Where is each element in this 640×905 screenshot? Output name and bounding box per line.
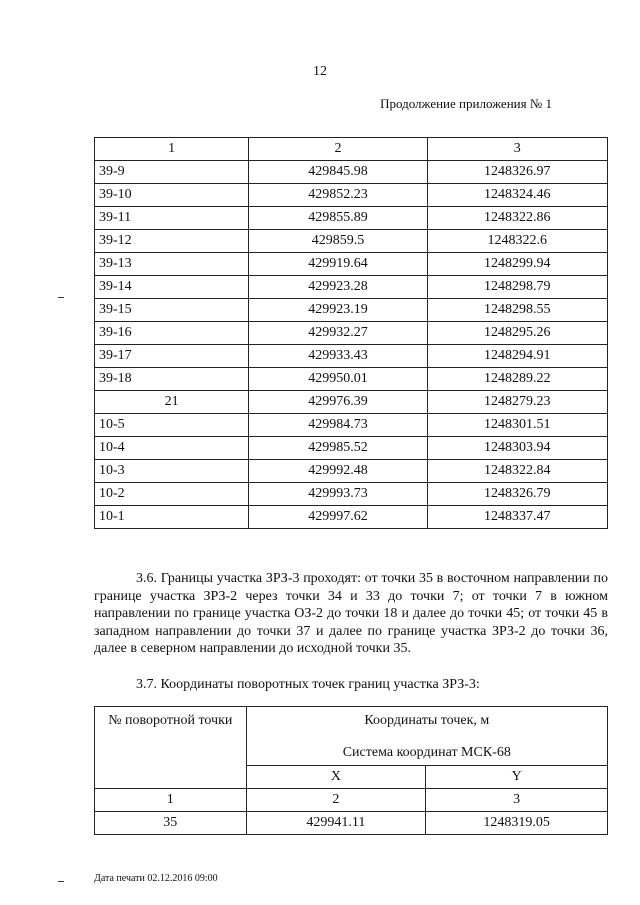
index-cell: 3 [426, 789, 608, 812]
point-cell: 39-12 [95, 230, 249, 253]
coordinate-system: Система координат МСК-68 [342, 745, 511, 760]
point-cell: 39-16 [95, 322, 249, 345]
page-number: 12 [313, 64, 327, 79]
x-cell: 429919.64 [249, 253, 427, 276]
zrz3-coordinates-table [94, 706, 608, 835]
table-row [95, 812, 608, 835]
x-cell: 429997.62 [249, 506, 427, 529]
x-header: X [246, 766, 426, 789]
x-cell: 429941.11 [246, 812, 426, 835]
table-row [95, 483, 608, 506]
point-cell: 10-2 [95, 483, 249, 506]
index-cell: 1 [95, 789, 247, 812]
y-cell: 1248298.79 [427, 276, 607, 299]
x-cell: 429933.43 [249, 345, 427, 368]
point-cell: 10-3 [95, 460, 249, 483]
table-row [95, 161, 608, 184]
y-cell: 1248299.94 [427, 253, 607, 276]
point-cell: 21 [95, 391, 249, 414]
x-cell: 429985.52 [249, 437, 427, 460]
point-cell: 39-13 [95, 253, 249, 276]
y-cell: 1248324.46 [427, 184, 607, 207]
table-row [95, 414, 608, 437]
y-cell: 1248298.55 [427, 299, 607, 322]
table-row [95, 437, 608, 460]
table-row [95, 391, 608, 414]
point-cell: 39-11 [95, 207, 249, 230]
y-cell: 1248303.94 [427, 437, 607, 460]
paragraph-3-6: 3.6. Границы участка ЗРЗ-3 проходят: от точки 35 в восточном направлении по границе участка ЗРЗ-2 через точки 34 и 33 до точки 7; от точки 7 в южном направлении по границе участка ОЗ-2 до точки 18 и далее до точки 45; от точки 45 в западном направлении до точки 37 и далее по границе участка ЗРЗ-2 до точки 36, далее в северном направлении до исходной точки 35. [94, 571, 608, 656]
x-cell: 429950.01 [249, 368, 427, 391]
y-cell: 1248279.23 [427, 391, 607, 414]
x-cell: 429859.5 [249, 230, 427, 253]
x-cell: 429992.48 [249, 460, 427, 483]
point-cell: 39-17 [95, 345, 249, 368]
y-cell: 1248322.86 [427, 207, 607, 230]
table-row [95, 345, 608, 368]
y-cell: 1248295.26 [427, 322, 607, 345]
point-cell: 39-18 [95, 368, 249, 391]
table-row [95, 368, 608, 391]
y-cell: 1248326.79 [427, 483, 607, 506]
column-header: 2 [249, 138, 427, 161]
point-cell: 10-5 [95, 414, 249, 437]
y-cell: 1248301.51 [427, 414, 607, 437]
coordinates-title: Координаты точек, м [364, 713, 490, 728]
column-header: 3 [427, 138, 607, 161]
print-date: Дата печати 02.12.2016 09:00 [94, 873, 218, 884]
point-cell: 39-9 [95, 161, 249, 184]
y-cell: 1248322.84 [427, 460, 607, 483]
x-cell: 429984.73 [249, 414, 427, 437]
table-row [95, 184, 608, 207]
point-number-header: № поворотной точки [95, 707, 247, 789]
coordinates-header [246, 707, 607, 766]
y-cell: 1248337.47 [427, 506, 607, 529]
table-row [95, 299, 608, 322]
margin-mark [58, 297, 64, 298]
table-row [95, 230, 608, 253]
table-row [95, 506, 608, 529]
y-cell: 1248294.91 [427, 345, 607, 368]
table-row [95, 253, 608, 276]
table-row [95, 207, 608, 230]
x-cell: 429923.28 [249, 276, 427, 299]
point-cell: 10-4 [95, 437, 249, 460]
index-cell: 2 [246, 789, 426, 812]
coordinates-table-continued [94, 137, 608, 529]
x-cell: 429855.89 [249, 207, 427, 230]
y-cell: 1248322.6 [427, 230, 607, 253]
table-row [95, 322, 608, 345]
y-header: Y [426, 766, 608, 789]
x-cell: 429852.23 [249, 184, 427, 207]
appendix-title: Продолжение приложения № 1 [380, 96, 552, 111]
point-cell: 39-15 [95, 299, 249, 322]
x-cell: 429845.98 [249, 161, 427, 184]
column-header: 1 [95, 138, 249, 161]
y-cell: 1248326.97 [427, 161, 607, 184]
y-cell: 1248289.22 [427, 368, 607, 391]
x-cell: 429976.39 [249, 391, 427, 414]
table-index-row [95, 789, 608, 812]
table-row [95, 276, 608, 299]
point-cell: 10-1 [95, 506, 249, 529]
point-cell: 35 [95, 812, 247, 835]
paragraph-3-7: 3.7. Координаты поворотных точек границ участка ЗРЗ-3: [136, 677, 480, 692]
x-cell: 429923.19 [249, 299, 427, 322]
table-header-row [95, 138, 608, 161]
point-cell: 39-10 [95, 184, 249, 207]
x-cell: 429993.73 [249, 483, 427, 506]
y-cell: 1248319.05 [426, 812, 608, 835]
x-cell: 429932.27 [249, 322, 427, 345]
point-cell: 39-14 [95, 276, 249, 299]
table-row [95, 460, 608, 483]
margin-mark [58, 881, 64, 882]
